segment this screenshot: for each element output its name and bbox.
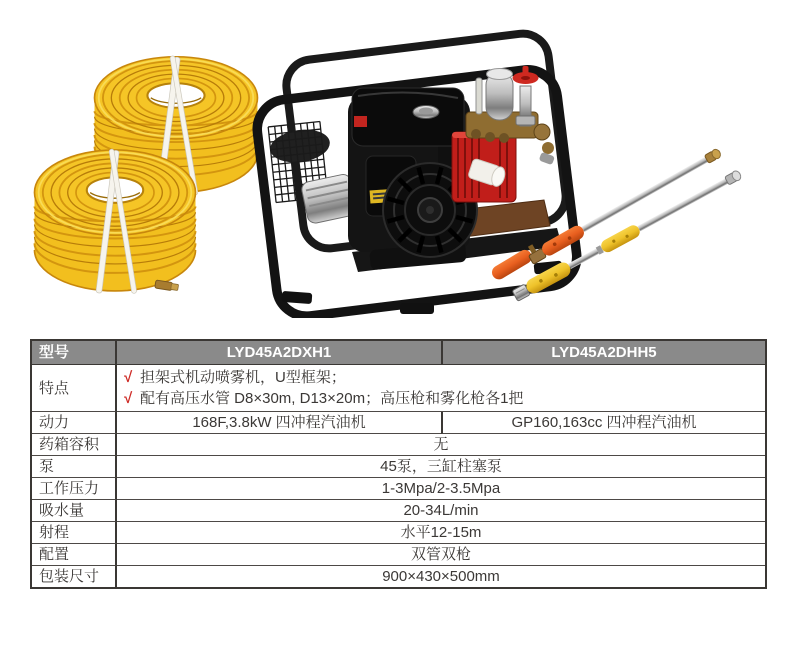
row-label: 包装尺寸 bbox=[32, 566, 117, 587]
row-value: 双管双枪 bbox=[117, 544, 765, 566]
hose-coils-illustration bbox=[30, 40, 265, 305]
yellow-spray-lance bbox=[511, 167, 743, 302]
spray-lances-image bbox=[475, 128, 795, 320]
spec-row-features bbox=[32, 365, 765, 412]
row-value: 水平12-15m bbox=[117, 522, 765, 544]
row-value: 45泵，三缸柱塞泵 bbox=[117, 456, 765, 478]
power-model-1: 168F,3.8kW 四冲程汽油机 bbox=[117, 412, 441, 434]
hose-fitting bbox=[155, 280, 179, 291]
spec-header-row bbox=[32, 341, 765, 365]
regulator-nut bbox=[516, 116, 535, 125]
sight-tube bbox=[476, 78, 482, 114]
check-icon: √ bbox=[124, 369, 133, 386]
row-label: 工作压力 bbox=[32, 478, 117, 500]
row-value: 无 bbox=[117, 434, 765, 456]
orange-spray-lance bbox=[489, 146, 723, 282]
model-2-header: LYD45A2DHH5 bbox=[441, 341, 765, 365]
row-value: 1-3Mpa/2-3.5Mpa bbox=[117, 478, 765, 500]
row-label: 吸水量 bbox=[32, 500, 117, 522]
row-label: 药箱容积 bbox=[32, 434, 117, 456]
row-label-features: 特点 bbox=[32, 365, 117, 412]
spec-row-packing bbox=[32, 566, 765, 587]
features-cell bbox=[117, 365, 765, 412]
feature-line-1-text: 担架式机动喷雾机，U型框架； bbox=[140, 369, 346, 386]
spec-table bbox=[30, 339, 767, 589]
spray-lances-illustration bbox=[475, 128, 795, 320]
hose-coils-image bbox=[30, 40, 265, 305]
power-model-2: GP160,163cc 四冲程汽油机 bbox=[441, 412, 765, 434]
feature-line bbox=[124, 367, 765, 388]
spec-row-suction bbox=[32, 500, 765, 522]
feature-line-2-text: 配有高压水管 D8×30m, D13×20m；高压枪和雾化枪各1把 bbox=[140, 390, 524, 407]
red-sticker bbox=[354, 116, 367, 127]
spec-row-pump bbox=[32, 456, 765, 478]
row-value: 900×430×500mm bbox=[382, 568, 500, 585]
feature-line bbox=[124, 388, 765, 409]
fuel-cap-center bbox=[419, 108, 433, 115]
spec-row-tank bbox=[32, 434, 765, 456]
row-label: 泵 bbox=[32, 456, 117, 478]
row-label: 配置 bbox=[32, 544, 117, 566]
row-label: 射程 bbox=[32, 522, 117, 544]
spec-row-range bbox=[32, 522, 765, 544]
spec-row-config bbox=[32, 544, 765, 566]
check-icon: √ bbox=[124, 390, 133, 407]
model-1-header: LYD45A2DXH1 bbox=[117, 341, 441, 365]
spec-header-label: 型号 bbox=[32, 341, 117, 365]
spec-row-power bbox=[32, 412, 765, 434]
row-label-power: 动力 bbox=[32, 412, 117, 434]
air-chamber-top bbox=[487, 69, 513, 80]
spec-row-pressure bbox=[32, 478, 765, 500]
row-value: 20-34L/min bbox=[117, 500, 765, 522]
